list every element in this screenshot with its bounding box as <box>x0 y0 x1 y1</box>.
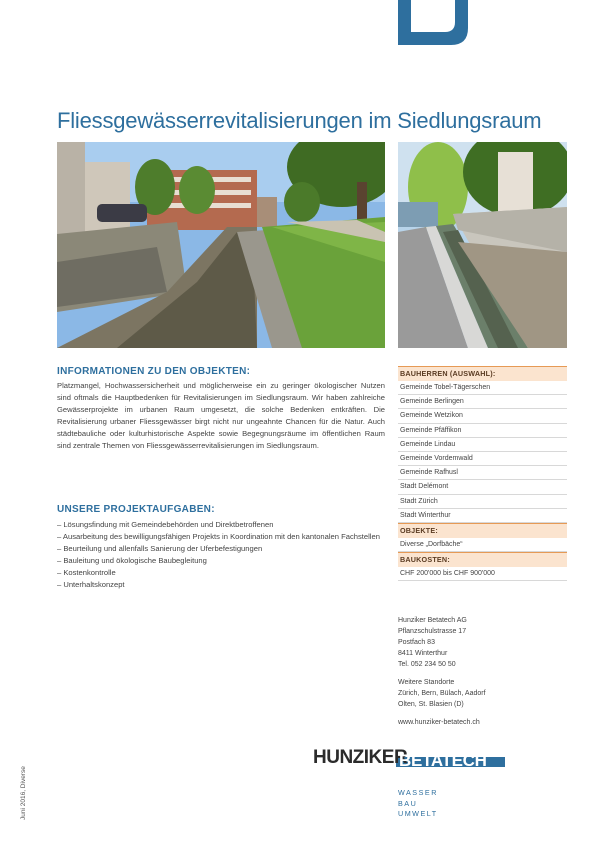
task-item: – Ausarbeitung des bewilligungsfähigen Projekts in Koordination mit den kantonalen Fachstellen <box>57 531 380 541</box>
costs-heading: BAUKOSTEN: <box>398 552 567 567</box>
locations-line: Zürich, Bern, Bülach, Aadorf <box>398 690 486 697</box>
client-item: Stadt Delémont <box>398 480 567 494</box>
client-item: Gemeinde Tobel-Tägerschen <box>398 381 567 395</box>
contact-block <box>398 615 486 728</box>
page-title: Fliessgewässerrevitalisierungen im Siedlungsraum <box>57 108 542 133</box>
address-postbox: Postfach 83 <box>398 639 435 646</box>
date-note: Juni 2016, Diverse <box>20 766 27 820</box>
client-item: Gemeinde Vordemwald <box>398 452 567 466</box>
objects-value: Diverse „Dorfbäche“ <box>398 538 567 552</box>
tasks-heading: UNSERE PROJEKTAUFGABEN: <box>57 504 215 515</box>
locations-line: Olten, St. Blasien (D) <box>398 701 464 708</box>
company-logo <box>313 745 513 769</box>
client-item: Gemeinde Pfäffikon <box>398 424 567 438</box>
info-heading: INFORMATIONEN ZU DEN OBJEKTEN: <box>57 366 251 377</box>
photo-channel-wall <box>398 142 567 348</box>
client-item: Stadt Winterthur <box>398 509 567 523</box>
client-item: Gemeinde Wetzikon <box>398 409 567 423</box>
phone-number: Tel. 052 234 50 50 <box>398 661 456 668</box>
client-item: Stadt Zürich <box>398 495 567 509</box>
address-street: Pflanzschulstrasse 17 <box>398 628 467 635</box>
tagline <box>398 788 438 820</box>
client-item: Gemeinde Rafhusl <box>398 466 567 480</box>
section-tab-mark <box>398 0 468 45</box>
task-item: – Kostenkontrolle <box>57 567 116 577</box>
task-item: – Beurteilung und allenfalls Sanierung der Uferbefestigungen <box>57 543 263 553</box>
task-item: – Bauleitung und ökologische Baubegleitung <box>57 555 207 565</box>
costs-value: CHF 200'000 bis CHF 900'000 <box>398 567 567 581</box>
client-item: Gemeinde Lindau <box>398 438 567 452</box>
tagline-line: UMWELT <box>398 809 438 818</box>
clients-heading: BAUHERREN (AUSWAHL): <box>398 366 567 381</box>
client-item: Gemeinde Berlingen <box>398 395 567 409</box>
address-city: 8411 Winterthur <box>398 650 448 657</box>
objects-heading: OBJEKTE: <box>398 523 567 538</box>
photo-stream-settlement <box>57 142 385 348</box>
locations-label: Weitere Standorte <box>398 679 455 686</box>
project-facts-sidebar <box>398 366 567 581</box>
company-name: Hunziker Betatech AG <box>398 617 467 624</box>
tagline-line: WASSER <box>398 788 438 797</box>
tasks-list <box>57 519 387 590</box>
task-item: – Lösungsfindung mit Gemeindebehörden und Direktbetroffenen <box>57 520 274 529</box>
tagline-line: BAU <box>398 798 418 808</box>
website-link[interactable]: www.hunziker-betatech.ch <box>398 719 480 726</box>
task-item: – Unterhaltskonzept <box>57 579 125 589</box>
logo-part-1: HUNZIKER <box>313 747 408 768</box>
logo-part-2: BETATECH <box>399 751 487 769</box>
info-text: Platzmangel, Hochwassersicherheit und möglicherweise ein zu geringer ökologischer Nutzen sind oftmals die Hauptbedenken für Revitalisierungen im Siedlungsraum. Wir haben zahlreiche Gewässerprojekte im urbanen Raum umgesetzt, die solche Bedenken entkräften. Die Revitalisierung urbaner Fliessgewässer birgt nicht nur ungeahnte Chancen für die Natur. Auch städtebauliche oder kulturhistorische Aspekte sowie Begegnungsräume im öffentlichen Raum sind zentrale Themen von Fliessgewässerrevitalisierungen im Siedlungsraum. <box>57 381 385 450</box>
